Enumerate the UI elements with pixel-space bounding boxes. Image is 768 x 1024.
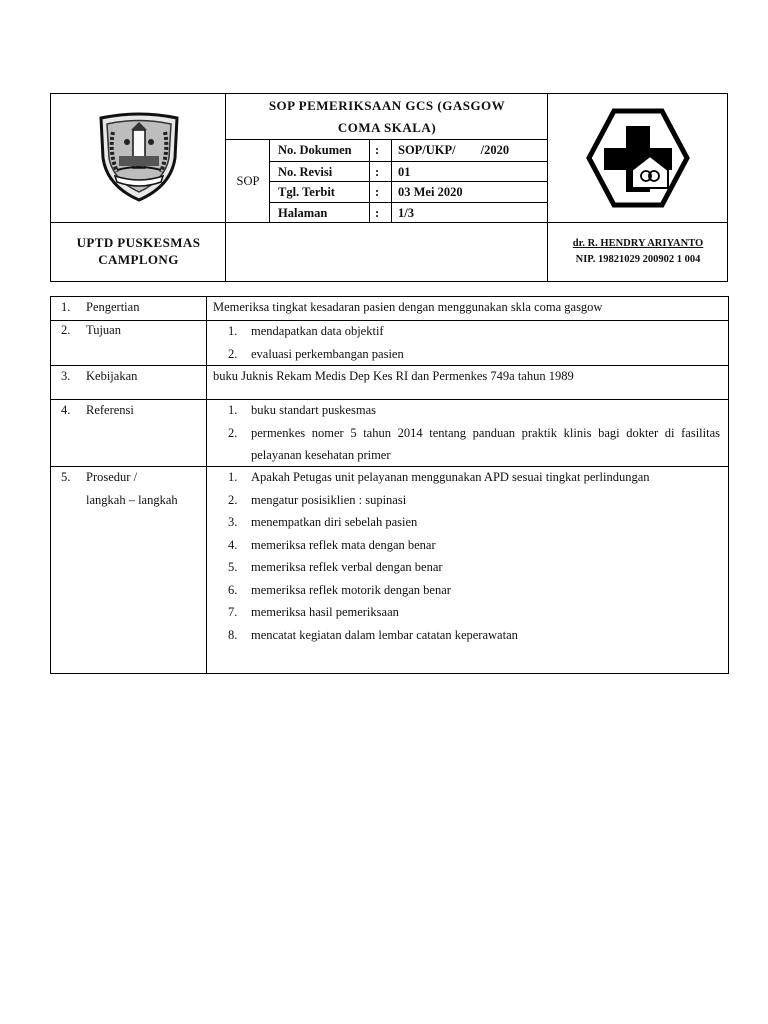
meta-key: Tgl. Terbit <box>278 185 335 199</box>
meta-key: No. Revisi <box>278 165 333 179</box>
org-line-2: CAMPLONG <box>98 252 179 267</box>
signer-name: dr. R. HENDRY ARIYANTO <box>572 238 704 249</box>
list-item: 4. memeriksa reflek mata dengan benar <box>228 537 436 552</box>
section-text: buku Juknis Rekam Medis Dep Kes RI dan Permenkes 749a tahun 1989 <box>213 369 574 383</box>
section-text: Memeriksa tingkat kesadaran pasien dengan menggunakan skla coma gasgow <box>213 300 603 314</box>
regional-crest-icon <box>91 112 187 204</box>
meta-colon: : <box>375 185 380 199</box>
meta-colon: : <box>375 206 380 220</box>
meta-colon: : <box>375 143 380 157</box>
meta-value: 03 Mei 2020 <box>398 185 463 199</box>
regional-crest-logo <box>51 94 226 222</box>
section-number: 1. <box>61 300 71 314</box>
list-item: 1. Apakah Petugas unit pelayanan menggunakan APD sesuai tingkat perlindungan <box>228 470 650 484</box>
section-label: Tujuan <box>86 323 121 337</box>
meta-colon: : <box>375 165 380 179</box>
list-item: 6. memeriksa reflek motorik dengan benar <box>228 582 451 597</box>
section-number: 3. <box>61 369 71 383</box>
document-title <box>226 94 548 140</box>
sop-label: SOP <box>236 173 260 188</box>
title-line-1: SOP PEMERIKSAAN GCS (GASGOW <box>268 98 506 113</box>
meta-value: 01 <box>398 165 411 179</box>
list-item: 7. memeriksa hasil pemeriksaan <box>228 605 399 619</box>
meta-row-issue-date <box>270 182 548 202</box>
meta-row-document-number <box>270 140 548 160</box>
section-row-reference <box>51 399 728 466</box>
section-label-line-2: langkah – langkah <box>86 492 178 507</box>
signer-block <box>548 223 728 283</box>
cross-hexagon-icon <box>586 108 690 208</box>
section-row-procedure <box>51 466 728 673</box>
meta-key: No. Dokumen <box>278 143 352 157</box>
list-item: 1. buku standart puskesmas <box>228 403 376 417</box>
sop-content-table <box>50 296 729 674</box>
meta-key: Halaman <box>278 206 328 220</box>
section-number: 2. <box>61 323 71 337</box>
signer-nip: NIP. 19821029 200902 1 004 <box>575 254 701 265</box>
section-label: Referensi <box>86 403 134 417</box>
list-item: 2. evaluasi perkembangan pasien <box>228 346 404 361</box>
section-label: Kebijakan <box>86 369 138 383</box>
procedure-list <box>208 466 720 646</box>
section-label-line-1: Prosedur / <box>86 470 138 484</box>
meta-value: SOP/UKP/ /2020 <box>398 143 510 157</box>
meta-row-page <box>270 203 548 223</box>
section-number: 4. <box>61 403 71 417</box>
section-number: 5. <box>61 470 71 484</box>
org-line-1: UPTD PUSKESMAS <box>76 235 201 250</box>
meta-value: 1/3 <box>398 206 414 220</box>
sop-header-table <box>50 93 728 282</box>
reference-list <box>208 399 720 467</box>
list-item: 2. permenkes nomer 5 tahun 2014 tentang panduan praktik klinis bagi dokter di fasilitas pelayanan kesehatan primer <box>228 425 720 462</box>
meta-row-revision <box>270 162 548 182</box>
section-row-policy <box>51 365 728 399</box>
list-item: 2. mengatur posisiklien : supinasi <box>228 492 407 507</box>
puskesmas-logo <box>548 94 728 222</box>
section-row-definition <box>51 297 728 320</box>
objective-list <box>208 320 720 365</box>
section-row-objective <box>51 320 728 365</box>
list-item: 3. menempatkan diri sebelah pasien <box>228 515 418 529</box>
list-item: 1. mendapatkan data objektif <box>228 324 384 338</box>
organization-name <box>51 223 226 283</box>
title-line-2: COMA SKALA) <box>337 120 437 135</box>
list-item: 5. memeriksa reflek verbal dengan benar <box>228 560 443 574</box>
section-label: Pengertian <box>86 300 140 314</box>
list-item: 8. mencatat kegiatan dalam lembar catatan keperawatan <box>228 627 518 642</box>
